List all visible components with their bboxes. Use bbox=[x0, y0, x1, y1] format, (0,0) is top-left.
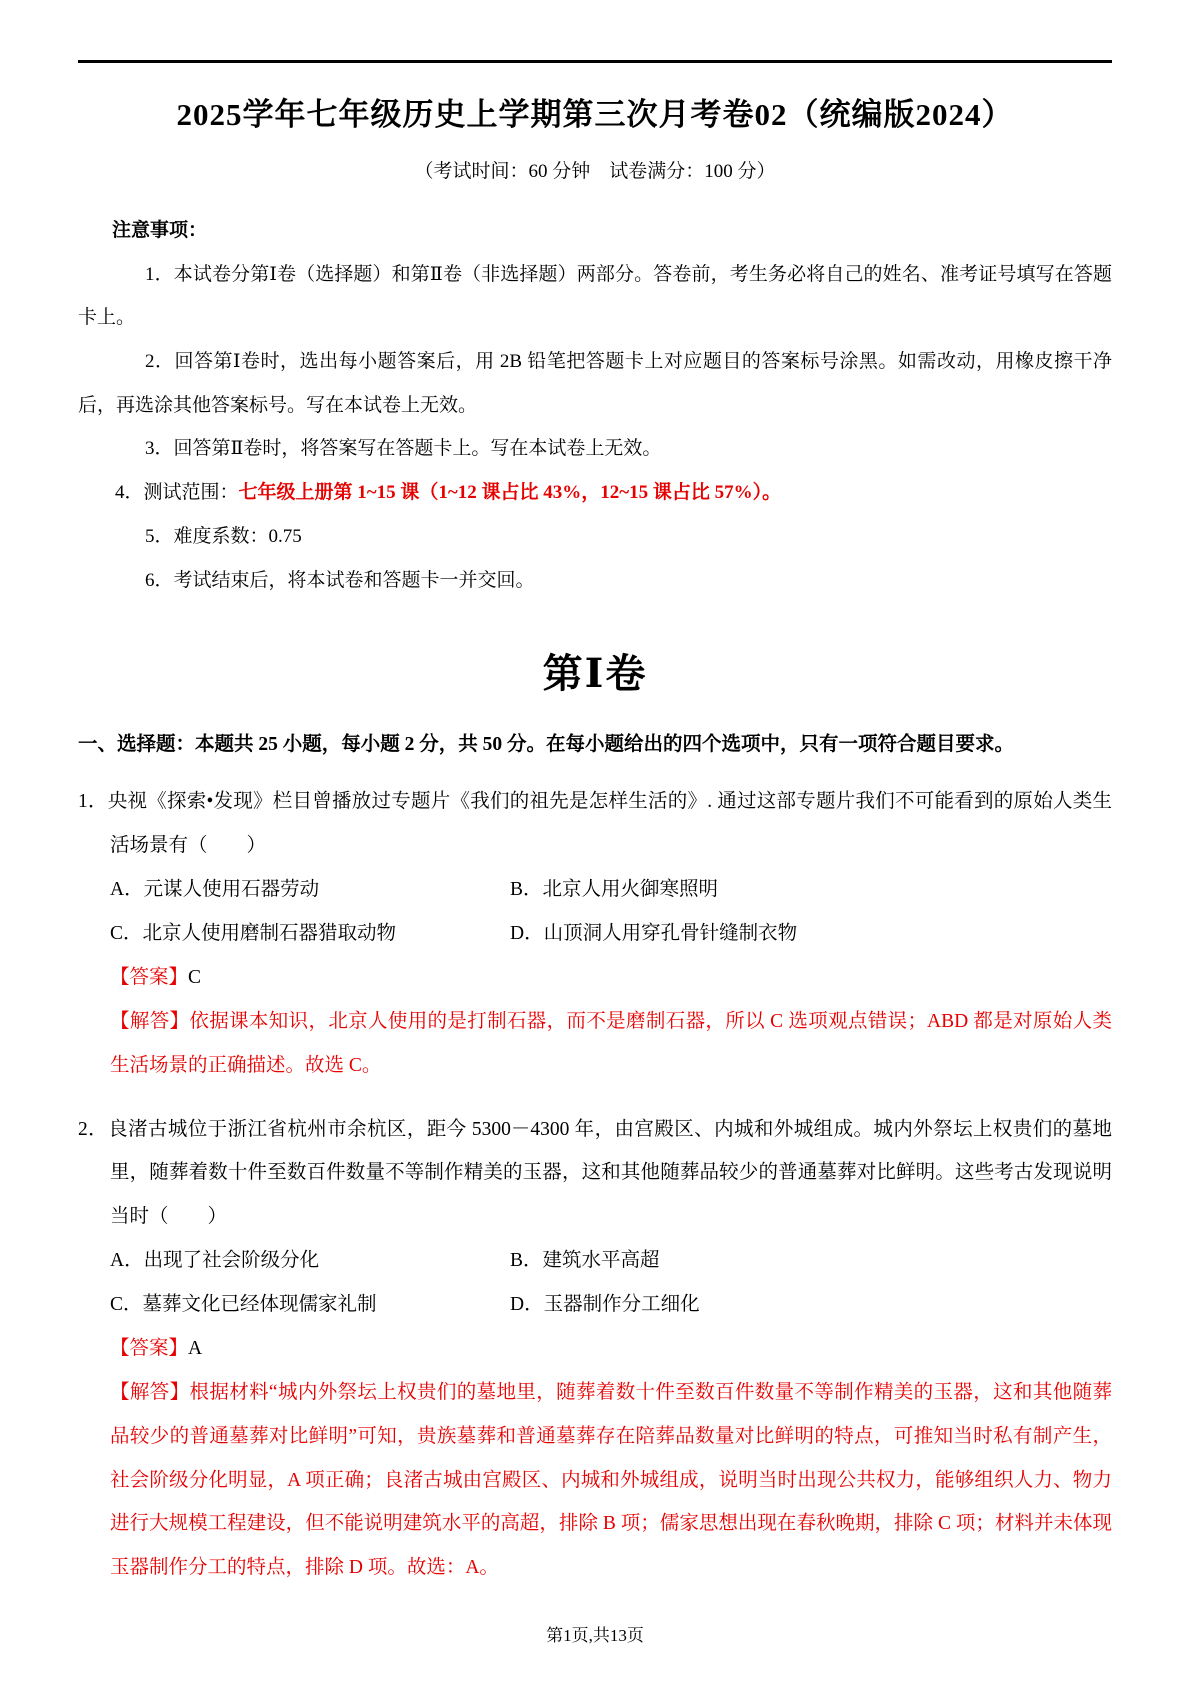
question-2-analysis-label: 【解答】 bbox=[110, 1381, 190, 1403]
page-title: 2025学年七年级历史上学期第三次月考卷02（统编版2024） bbox=[176, 97, 1014, 132]
question-1-answer-label: 【答案】 bbox=[110, 966, 189, 988]
question-2-option-a: A．出现了社会阶级分化 bbox=[110, 1250, 320, 1272]
notice-item-4-range: 七年级上册第 1~15 课（1~12 课占比 43%，12~15 课占比 57%）。 bbox=[238, 482, 782, 504]
question-1-option-d: D．山顶洞人用穿孔骨针缝制衣物 bbox=[510, 923, 798, 944]
question-2-analysis-text: 根据材料“城内外祭坛上权贵们的墓地里，随葬着数十件至数百件数量不等制作精美的玉器，这和其他随葬品较少的普通墓葬对比鲜明”可知，贵族墓葬和普通墓葬存在陪葬品数量对比鲜明的特点，可推知当时私有制产生，社会阶级分化明显，A 项正确；良渚古城由宫殿区、内城和外城组成，说明当时出现公共权力，能够组织人力、物力进行大规模工程建设，但不能说明建筑水平的高超，排除 B 项；儒家思想出现在春秋晚期，排除 C 项；材料并未体现玉器制作分工的特点，排除 D 项。故选：A。 bbox=[110, 1381, 1112, 1579]
question-2-option-c: C．墓葬文化已经体现儒家礼制 bbox=[110, 1294, 377, 1315]
question-1-analysis bbox=[110, 1000, 1112, 1088]
notice-item-2: 2．回答第Ⅰ卷时，选出每小题答案后，用 2B 铅笔把答题卡上对应题目的答案标号涂黑。如需改动，用橡皮擦干净后，再选涂其他答案标号。写在本试卷上无效。 bbox=[78, 351, 1112, 416]
question-2-option-b: B．建筑水平高超 bbox=[510, 1250, 660, 1272]
question-2-options bbox=[110, 1239, 1112, 1327]
page-footer: 第1页,共13页 bbox=[546, 1626, 644, 1645]
question-2-analysis bbox=[110, 1371, 1112, 1590]
notice-item-4-label: 4．测试范围： bbox=[115, 482, 239, 504]
question-2-option-d: D．玉器制作分工细化 bbox=[510, 1294, 700, 1315]
question-2-answer-value: A bbox=[188, 1337, 203, 1359]
question-2-stem: 2．良渚古城位于浙江省杭州市余杭区，距今 5300－4300 年，由宫殿区、内城和外城组成。城内外祭坛上权贵们的墓地里，随葬着数十件至数百件数量不等制作精美的玉器，这和其他随葬品较少的普通墓葬对比鲜明。这些考古发现说明当时（ ） bbox=[78, 1118, 1112, 1228]
question-1-options bbox=[110, 868, 1112, 956]
question-1-stem: 1．央视《探索•发现》栏目曾播放过专题片《我们的祖先是怎样生活的》. 通过这部专题片我们不可能看到的原始人类生活场景有（ ） bbox=[78, 791, 1112, 857]
question-2-answer-label: 【答案】 bbox=[110, 1337, 189, 1359]
notice-item-6: 6．考试结束后，将本试卷和答题卡一并交回。 bbox=[145, 569, 535, 591]
notice-heading: 注意事项： bbox=[112, 220, 208, 241]
question-1-option-a: A．元谋人使用石器劳动 bbox=[110, 879, 320, 901]
top-divider-rule bbox=[78, 60, 1112, 63]
notice-item-3: 3．回答第Ⅱ卷时，将答案写在答题卡上。写在本试卷上无效。 bbox=[145, 438, 662, 460]
notice-item-1: 1．本试卷分第Ⅰ卷（选择题）和第Ⅱ卷（非选择题）两部分。答卷前，考生务必将自己的姓名、准考证号填写在答题卡上。 bbox=[78, 263, 1112, 329]
notice-item-4 bbox=[78, 471, 1112, 515]
question-1 bbox=[78, 780, 1112, 1087]
section-title: 第Ⅰ卷 bbox=[542, 651, 648, 697]
question-1-analysis-label: 【解答】 bbox=[110, 1010, 190, 1032]
question-1-answer-line bbox=[110, 956, 1112, 1000]
notice-item-5: 5．难度系数：0.75 bbox=[145, 525, 302, 547]
exam-info: （考试时间：60 分钟 试卷满分：100 分） bbox=[414, 161, 776, 182]
question-1-option-b: B．北京人用火御寒照明 bbox=[510, 879, 719, 901]
section-intro: 一、选择题：本题共 25 小题，每小题 2 分，共 50 分。在每小题给出的四个选项中，只有一项符合题目要求。 bbox=[78, 734, 1015, 756]
question-2-answer-line bbox=[110, 1327, 1112, 1371]
question-1-analysis-text: 依据课本知识，北京人使用的是打制石器，而不是磨制石器，所以 C 选项观点错误；ABD 都是对原始人类生活场景的正确描述。故选 C。 bbox=[110, 1010, 1112, 1076]
notice-section bbox=[78, 209, 1112, 602]
question-1-option-c: C．北京人使用磨制石器猎取动物 bbox=[110, 923, 397, 944]
question-2 bbox=[78, 1108, 1112, 1591]
question-1-answer-value: C bbox=[188, 966, 202, 988]
